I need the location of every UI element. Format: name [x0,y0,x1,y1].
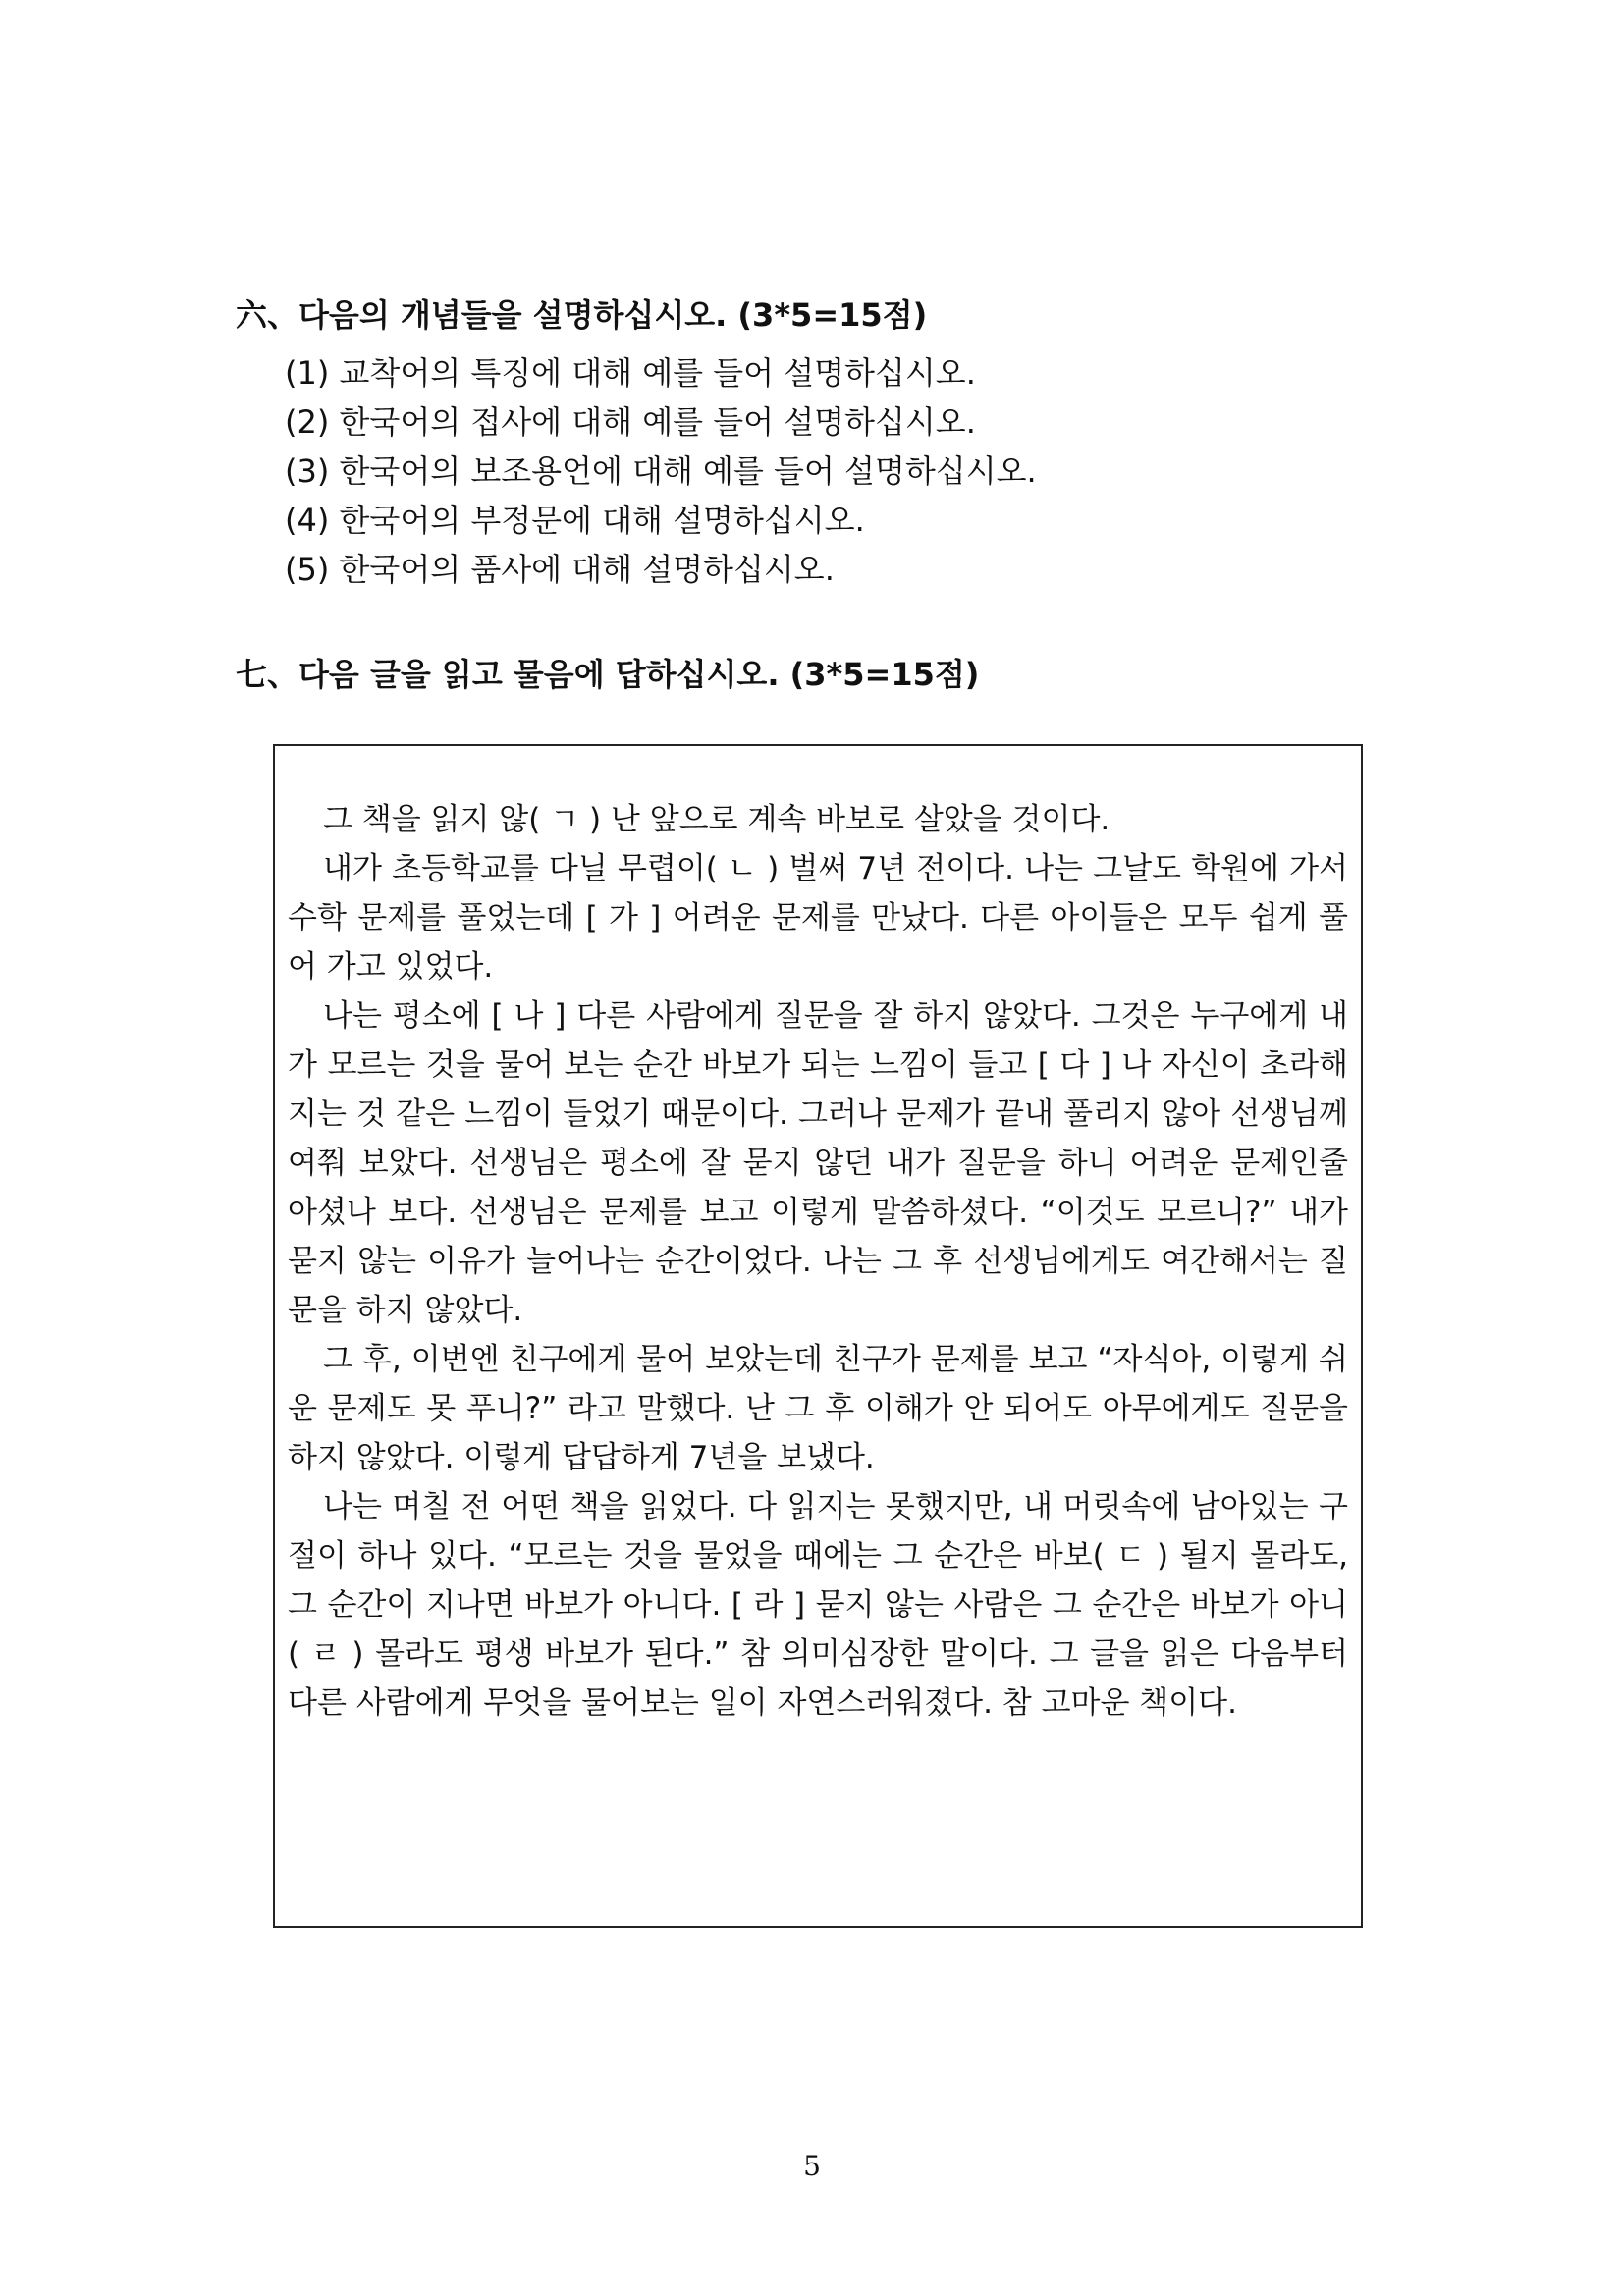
question-item: (2) 한국어의 접사에 대해 예를 들어 설명하십시오. [285,403,976,441]
passage-paragraph: 나는 며칠 전 어떤 책을 읽었다. 다 읽지는 못했지만, 내 머릿속에 남아있는 구절이 하나 있다. “모르는 것을 물었을 때에는 그 순간은 바보( ㄷ ) 될지 몰라도, 그 순간이 지나면 바보가 아니다. [ 라 ] 묻지 않는 사람은 그 순간은 바보가 아니( ㄹ ) 몰라도 평생 바보가 된다.” 참 의미심장한 말이다. 그 글을 읽은 다음부터 다른 사람에게 무엇을 물어보는 일이 자연스러워졌다. 참 고마운 책이다. [288,1489,1348,1721]
question-item: (4) 한국어의 부정문에 대해 설명하십시오. [285,502,865,539]
passage-paragraph: 나는 평소에 [ 나 ] 다른 사람에게 질문을 잘 하지 않았다. 그것은 누구에게 내가 모르는 것을 물어 보는 순간 바보가 되는 느낌이 들고 [ 다 ] 나 자신이 초라해지는 것 같은 느낌이 들었기 때문이다. 그러나 문제가 끝내 풀리지 않아 선생님께 여쭤 보았다. 선생님은 평소에 잘 묻지 않던 내가 질문을 하니 어려운 문제인줄 아셨나 보다. 선생님은 문제를 보고 이렇게 말씀하셨다. “이것도 모르니?” 내가 묻지 않는 이유가 늘어나는 순간이었다. 나는 그 후 선생님에게도 여간해서는 질문을 하지 않았다. [288,998,1348,1328]
passage-paragraph: 그 책을 읽지 않( ㄱ ) 난 앞으로 계속 바보로 살았을 것이다. [323,802,1110,837]
question-item: (5) 한국어의 품사에 대해 설명하십시오. [285,551,835,588]
question-item: (3) 한국어의 보조용언에 대해 예를 들어 설명하십시오. [285,453,1037,490]
section-6-heading: 六、다음의 개념들을 설명하십시오. (3*5=15점) [236,296,928,334]
passage-paragraph: 그 후, 이번엔 친구에게 물어 보았는데 친구가 문제를 보고 “자식아, 이렇게 쉬운 문제도 못 푸니?” 라고 말했다. 난 그 후 이해가 안 되어도 아무에게도 질문을 하지 않았다. 이렇게 답답하게 7년을 보냈다. [288,1342,1348,1475]
passage-paragraph: 내가 초등학교를 다닐 무렵이( ㄴ ) 벌써 7년 전이다. 나는 그날도 학원에 가서 수학 문제를 풀었는데 [ 가 ] 어려운 문제를 만났다. 다른 아이들은 모두 쉽게 풀어 가고 있었다. [288,851,1348,985]
page-number: 5 [803,2150,821,2182]
question-item: (1) 교착어의 특징에 대해 예를 들어 설명하십시오. [285,354,976,392]
section-7-heading: 七、다음 글을 읽고 물음에 답하십시오. (3*5=15점) [236,656,980,693]
reading-passage [288,795,1348,1728]
section-6-question-list [285,348,1037,594]
